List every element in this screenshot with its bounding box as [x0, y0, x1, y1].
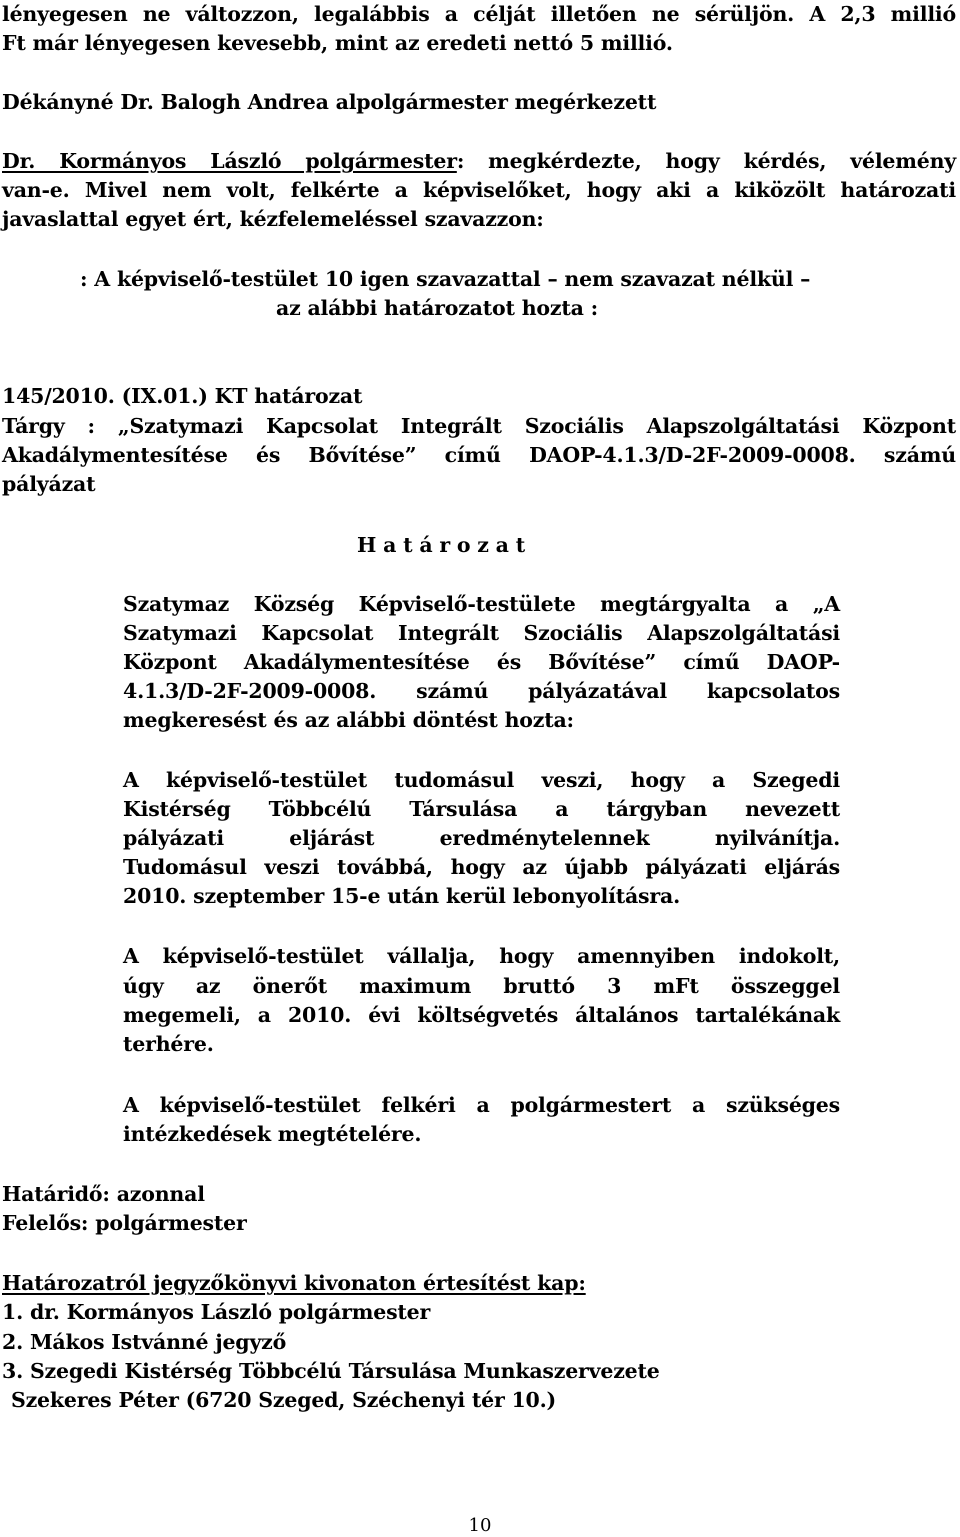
p1-line-1: Szatymaz Község Képviselő-testülete megtárgyalta a „A [123, 592, 840, 616]
p2-line-5: 2010. szeptember 15-e után kerül lebonyolításra. [123, 884, 681, 908]
subject-line-3: pályázat [2, 472, 96, 496]
vote-line-2: az alábbi határozatot hozta : [276, 296, 598, 320]
intro-line-6: javaslattal egyet ért, kézfelemeléssel szavazzon: [2, 207, 544, 231]
p2-line-2: Kistérség Többcélú Társulása a tárgyban nevezett [123, 797, 840, 821]
vote-line-1: : A képviselő-testület 10 igen szavazattal – nem szavazat nélkül – [80, 267, 811, 291]
intro-line-2: Ft már lényegesen kevesebb, mint az eredeti nettó 5 millió. [2, 31, 673, 55]
deadline: Határidő: azonnal [2, 1182, 205, 1206]
notify-item-3-contact: Szekeres Péter (6720 Szeged, Széchenyi tér 10.) [11, 1388, 557, 1412]
notify-item-2: 2. Mákos Istvánné jegyző [2, 1330, 287, 1354]
speaker-line [2, 147, 956, 175]
resolution-heading: H a t á r o z a t [357, 533, 525, 557]
speaker-name: Dr. Kormányos László polgármester [2, 149, 457, 173]
p1-line-2: Szatymazi Kapcsolat Integrált Szociális Alapszolgáltatási [123, 621, 840, 645]
subject-line-1: Tárgy : „Szatymazi Kapcsolat Integrált Szociális Alapszolgáltatási Központ [2, 414, 956, 438]
notify-item-3: 3. Szegedi Kistérség Többcélú Társulása Munkaszervezete [2, 1359, 660, 1383]
p1-line-4: 4.1.3/D-2F-2009-0008. számú pályázatával kapcsolatos [123, 679, 840, 703]
p3-line-2: úgy az önerőt maximum bruttó 3 mFt összeggel [123, 974, 840, 998]
intro-line-1: lényegesen ne változzon, legalábbis a célját illetően ne sérüljön. A 2,3 millió [2, 2, 956, 26]
p4-line-1: A képviselő-testület felkéri a polgármestert a szükséges [123, 1093, 840, 1117]
p3-line-4: terhére. [123, 1032, 214, 1056]
p2-line-4: Tudomásul veszi továbbá, hogy az újabb pályázati eljárás [123, 855, 840, 879]
p3-line-1: A képviselő-testület vállalja, hogy amennyiben indokolt, [123, 944, 840, 968]
p1-line-3: Központ Akadálymentesítése és Bővítése” című DAOP- [123, 650, 840, 674]
resolution-number: 145/2010. (IX.01.) KT határozat [2, 384, 363, 408]
intro-line-5-start: van-e. [2, 178, 70, 202]
arrival-note: Dékányné Dr. Balogh Andrea alpolgármester megérkezett [2, 90, 657, 114]
speaker-text: : megkérdezte, hogy kérdés, vélemény [456, 149, 956, 173]
p3-line-3: megemeli, a 2010. évi költségvetés általános tartalékának [123, 1003, 840, 1027]
notify-heading: Határozatról jegyzőkönyvi kivonaton értesítést kap: [2, 1271, 586, 1295]
intro-line-5-rest: Mivel nem volt, felkérte a képviselőket, hogy aki a kiközölt határozati [69, 178, 956, 202]
notify-item-1: 1. dr. Kormányos László polgármester [2, 1300, 431, 1324]
intro-line-5 [2, 176, 956, 204]
p1-line-5: megkeresést és az alábbi döntést hozta: [123, 708, 574, 732]
responsible: Felelős: polgármester [2, 1211, 247, 1235]
p4-line-2: intézkedések megtételére. [123, 1122, 422, 1146]
page-number: 10 [468, 1515, 492, 1536]
p2-line-3: pályázati eljárást eredménytelennek nyilvánítja. [123, 826, 840, 850]
p2-line-1: A képviselő-testület tudomásul veszi, hogy a Szegedi [123, 768, 840, 792]
subject-line-2: Akadálymentesítése és Bővítése” című DAOP-4.1.3/D-2F-2009-0008. számú [2, 443, 956, 467]
